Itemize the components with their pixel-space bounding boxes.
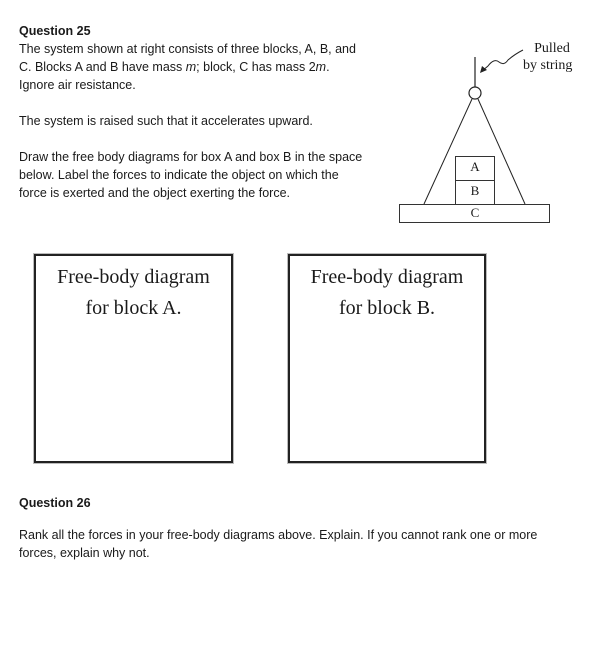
fbd-box-block-b[interactable] xyxy=(288,254,486,463)
pull-arrow-icon xyxy=(482,50,523,71)
raised-statement: The system is raised such that it accelerates upward. xyxy=(19,114,313,128)
block-c-label: C xyxy=(470,205,480,220)
intro-line-2: C. Blocks A and B have mass m; block, C has mass 2m. xyxy=(19,60,330,74)
question-26-title: Question 26 xyxy=(19,496,91,510)
pulled-by-string-label: Pulled xyxy=(534,41,570,56)
fbd-box-block-a[interactable] xyxy=(34,254,233,463)
block-b-label: B xyxy=(470,183,480,198)
intro-line-1: The system shown at right consists of three blocks, A, B, and xyxy=(19,42,356,56)
pulled-by-string-label-2: by string xyxy=(523,58,573,73)
question-25-title: Question 25 xyxy=(19,24,91,38)
fbd-box-a-title: Free-body diagram for block A. xyxy=(57,266,210,319)
intro-line-3: Ignore air resistance. xyxy=(19,78,136,92)
question-26-body: Rank all the forces in your free-body diagrams above. Explain. If you cannot rank one or more forces, explain why not. xyxy=(19,528,538,560)
question-25-intro xyxy=(19,40,399,94)
mass-symbol: m xyxy=(315,60,327,74)
ring-icon xyxy=(469,87,481,99)
fbd-box-b-title: Free-body diagram for block B. xyxy=(310,266,464,319)
mass-symbol: m xyxy=(185,60,197,74)
block-a-label: A xyxy=(470,159,480,174)
question-25-instructions: Draw the free body diagrams for box A and box B in the space below. Label the forces to indicate the object on which the force is exerted and the object exerting the force. xyxy=(19,150,363,200)
